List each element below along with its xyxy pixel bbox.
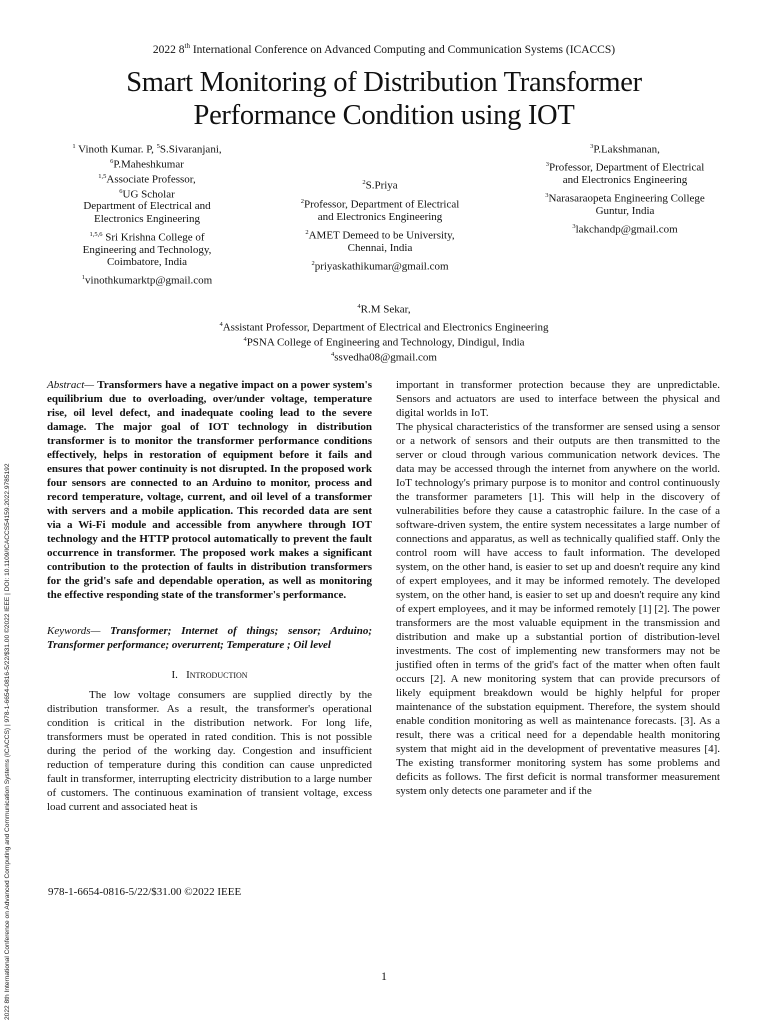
right-paragraph-2: The physical characteristics of the transformer are sensed using a sensor or a network of sensors and their outputs are then transmitted to the server or cloud through various communication network devices. The data may be accessed through the internet from anywhere on the world. IoT technology's primary purpose is to monitor and control continuously the transformer parameters [1]. This will help in the discovery of vulnerabilities before they cause a catastrophic failure. In the case of a software-driven system, the entire system necessitates a large number of connections and apparatus, as well as technically qualified staff. Only the control room will have access to fault information. The developed system, on the other hand, is easier to set up and doesn't require any kind of expert employees, and it may be informed remotely. The developed system, on the other hand, is easier to set up and doesn't require any kind of expert employees, and it may be informed remotely [1] [2]. The power transformers are the most valuable equipment in the transmission and distribution and make up a substantial portion of distribution-level investments. The cost of implementing new transformers may not be justified often in terms of the grid's fact of the matter when often fault occurs [2]. A new monitoring system that can provide precursors of likely equipment breakdown would be highly helpful for proper maintenance of the substation equipment. Therefore, the system should enable condition monitoring as well as maintenance forecasts. [3]. As a result, there was a critical need for a dependable health monitoring system that might aid in the development of preventative measures [4]. The existing transformer monitoring system has some problems and deficits as follows. The first deficit is normal transformer measurement system only detects one parameter and if the	[396, 421, 720, 797]
author-block-3: $^3$P.Lakshmanan, $^3$Professor, Department of Electrical and Electronics Engineering $^3$Narasaraopeta Engineering College Guntur, India $^3$lakchandp@gmail.com	[545, 143, 705, 236]
right-paragraph-1: important in transformer protection because they are unpredictable. Sensors and actuators are used to interface between the physical and digital worlds in IoT.	[396, 379, 720, 419]
title-line-1: Smart Monitoring of Distribution Transformer	[126, 67, 642, 98]
right-column	[396, 378, 720, 798]
intro-paragraph: The low voltage consumers are supplied directly by the distribution transformer. As a result, the transformer's operational condition is critical in the distribution network. For long life, transformers must be operated in rated condition. This is not possible during the period of the working day. Congestion and insufficient reduction of temperature during this condition can cause unpredicted fault in transformer, interrupting electricity distribution to a large number of customers. The continuous examination of transient voltage, excess load current and associated heat is	[47, 689, 372, 813]
conference-header: 2022 8th International Conference on Advanced Computing and Communication Systems (ICACCS)	[152, 42, 616, 56]
copyright-notice: 978-1-6654-0816-5/22/$31.00 ©2022 IEEE	[48, 886, 242, 898]
page-number: 1	[381, 971, 387, 983]
section-heading-introduction: I. Introduction	[171, 669, 248, 681]
doi-sidebar: 2022 8th International Conference on Advanced Computing and Communication Systems (ICACCS) | 978-1-6654-0816-5/22/$31.00 ©2022 IEEE | DOI: 10.1109/ICACCS54159.2022.9785192	[4, 463, 11, 1020]
left-column	[47, 378, 372, 814]
author-block-2: $^2$S.Priya $^2$Professor, Department of Electrical and Electronics Engineering $^2$AMET Demeed to be University, Chennai, India $^2$priyaskathikumar@gmail.com	[300, 179, 460, 273]
author-block-1: $^1$ Vinoth Kumar. P, $^5$S.Sivaranjani, $^6$P.Maheshkumar $^{1,5}$Associate Professor, $^6$UG Scholar Department of Electrical and Electronics Engineering $^{1,5,6}$ Sri Krishna College of Engineering and Technology, Coimbatore, India $^1$vinothkumarktp@gmail.com	[72, 143, 222, 287]
author-block-4: $^4$R.M Sekar, $^4$Assistant Professor, Department of Electrical and Electronics Engineering $^4$PSNA College of Engineering and Technology, Dindigul, India $^4$ssvedha08@gmail.com	[219, 303, 549, 364]
paper-title	[40, 66, 728, 132]
abstract: Abstract— Transformers have a negative impact on a power system's equilibrium due to overloading, over/under voltage, temperature rise, oil level defect, and inadequate cooling lead to the severe damage. The major goal of IOT technology in distribution transformer is to monitor the transformer performance conditions effectively, helps in restoration of equipment before it fails and ensures that power continuity is not disrupted. In the proposed work four sensors are connected to an Arduino to monitor, process and record temperature, voltage, current, and oil level of a transformer with servers and a mobile application. This recorded data are sent via a Wi-Fi module and accessible from anywhere through IOT technology and the HTTP protocol automatically to prevent the fault occurrence in transformer. The proposed work makes a significant contribution to the protection of faults in distribution transformers for the grid's safe and dependable operation, as well as monitoring the effective responding state of the transformer's performance.	[47, 379, 372, 601]
title-line-2: Performance Condition using IOT	[193, 100, 575, 131]
keywords: Keywords— Transformer; Internet of things; sensor; Arduino; Transformer performance; overurrent; Temperature ; Oil level	[47, 625, 372, 651]
